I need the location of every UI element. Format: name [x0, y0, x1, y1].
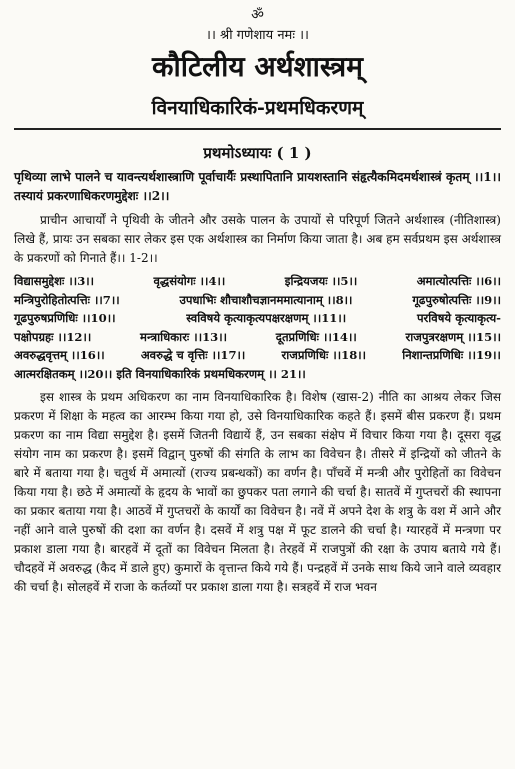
topic-item: गूढपुरुषोत्पत्तिः ।।9।। [412, 292, 501, 307]
topic-item: विद्यासमुद्देशः ।।3।। [14, 274, 95, 288]
topic-list [14, 272, 501, 383]
topic-item: वृद्धसंयोगः ।।4।। [153, 274, 226, 288]
topic-row [14, 346, 501, 365]
chapter-heading: प्रथमोऽध्यायः ( 1 ) [203, 144, 312, 162]
topic-item: निशान्तप्रणिधिः ।।19।। [402, 348, 501, 362]
intro-paragraph: प्राचीन आचार्यों ने पृथिवी के जीतने और उसके पालन के उपायों से परिपूर्ण जितने अर्थशास्त्र (नीतिशास्त्र) लिखे हैं, प्रायः उन सबका सार लेकर इस एक अर्थशास्त्र का निर्माण किया जाता है। अब हम सर्वप्रथम इस अर्थशास्त्र के प्रकरणों को गिनाते हैं।। 1-2।। [14, 213, 501, 265]
invocation: ।। श्री गणेशाय नमः ।। [206, 28, 309, 43]
commentary-paragraph: इस शास्त्र के प्रथम अधिकरण का नाम विनयाधिकारिक है। विशेष (खास-2) नीति का आश्रय लेकर जिस प्रकरण में शिक्षा के महत्व का आरम्भ किया गया हो, उसे विनयाधिकारिक कहते हैं। इसमें बीस प्रकरण हैं। प्रथम प्रकरण का नाम विद्या समुद्देश है। इसमें जितनी विद्यायें हैं, उन सबका संक्षेप में विचार किया गया है। दूसरा वृद्ध संयोग नाम का प्रकरण है। इसमें विद्वान् पुरुषों की संगति के लाभ का विवेचन है। तीसरे में इन्द्रियों को जीतने के बारे में बताया गया है। चतुर्थ में अमात्यों (राज्य प्रबन्धकों) का वर्णन है। पाँचवें में मन्त्री और पुरोहितों का विवेचन किया गया है। छठे में अमात्यों के हृदय के भावों का छुपकर पता लगाने की चर्चा है। सातवें में गुप्तचरों की स्थापना का प्रकार बताया गया है। आठवें में गुप्तचरों के कार्यों का विवेचन है। नवें में अपने देश के शत्रु के वश में आने और नहीं आने वाले पुरुषों की दशा का वर्णन है। दसवें में शत्रु पक्ष में फूट डालने की चर्चा है। ग्यारहवें में मन्त्रणा पर प्रकाश डाला गया है। बारहवें में दूतों का विवेचन मिलता है। तेरहवें में राजपुत्रों की रक्षा के उपाय बताये गये हैं। चौदहवें में अवरुद्ध (कैद में डाले हुए) कुमारों के वृत्तान्त किये गये हैं। पन्द्रहवें में उनके साथ किये जाने वाले व्यवहार की चर्चा है। सोलहवें में राजा के कर्तव्यों पर प्रकाश डाला गया है। सत्रहवें में राज भवन [14, 390, 501, 594]
section-subtitle: विनयाधिकारिकं-प्रथमधिकरणम् [151, 97, 364, 119]
om-symbol: ॐ [251, 7, 264, 23]
topic-item: उपधाभिः शौचाशौचज्ञानममात्यानाम् ।।8।। [179, 292, 353, 307]
topic-item: आत्मरक्षितकम् ।।20।। इति विनयाधिकारिकं प्रथमधिकरणम् ।। 21।। [14, 366, 306, 381]
topic-item: राजप्रणिधिः ।।18।। [281, 348, 367, 362]
topic-row [14, 309, 501, 328]
topic-row [14, 272, 501, 291]
topic-item: राजपुत्ररक्षणम् ।।15।। [405, 329, 501, 344]
sanskrit-sutra: पृथिव्या लाभे पालने च यावन्त्यर्थशास्त्राणि पूर्वाचार्यैः प्रस्थापितानि प्रायशस्तानि संहृत्यैकमिदमर्थशास्त्रं कृतम् ।।1।। तस्यायं प्रकरणाधिकरणमुद्देशः ।।2।। [14, 170, 501, 203]
topic-item: मन्त्रिपुरोहितोत्पत्तिः ।।7।। [14, 292, 120, 307]
topic-row [14, 328, 501, 347]
topic-row [14, 365, 501, 384]
topic-item: दूतप्रणिधिः ।।14।। [275, 329, 357, 344]
topic-item: पक्षोपग्रहः ।।12।। [14, 329, 92, 344]
page-title: कौटिलीय अर्थशास्त्रम् [151, 50, 363, 83]
topic-row [14, 291, 501, 310]
topic-item: गूढपुरुषप्रणिधिः ।।10।। [14, 311, 116, 325]
divider [14, 128, 501, 130]
topic-item: इन्द्रियजयः ।।5।। [284, 274, 358, 288]
topic-item: अवरुद्धवृत्तम् ।।16।। [14, 348, 105, 362]
topic-item: स्वविषये कृत्याकृत्यपक्षरक्षणम् ।।11।। [186, 311, 347, 325]
topic-item: अवरुद्धे च वृत्तिः ।।17।। [140, 348, 246, 362]
topic-item: परविषये कृत्याकृत्य- [416, 311, 501, 325]
topic-item: मन्त्राधिकारः ।।13।। [140, 329, 228, 344]
topic-item: अमात्योत्पत्तिः ।।6।। [416, 274, 501, 288]
